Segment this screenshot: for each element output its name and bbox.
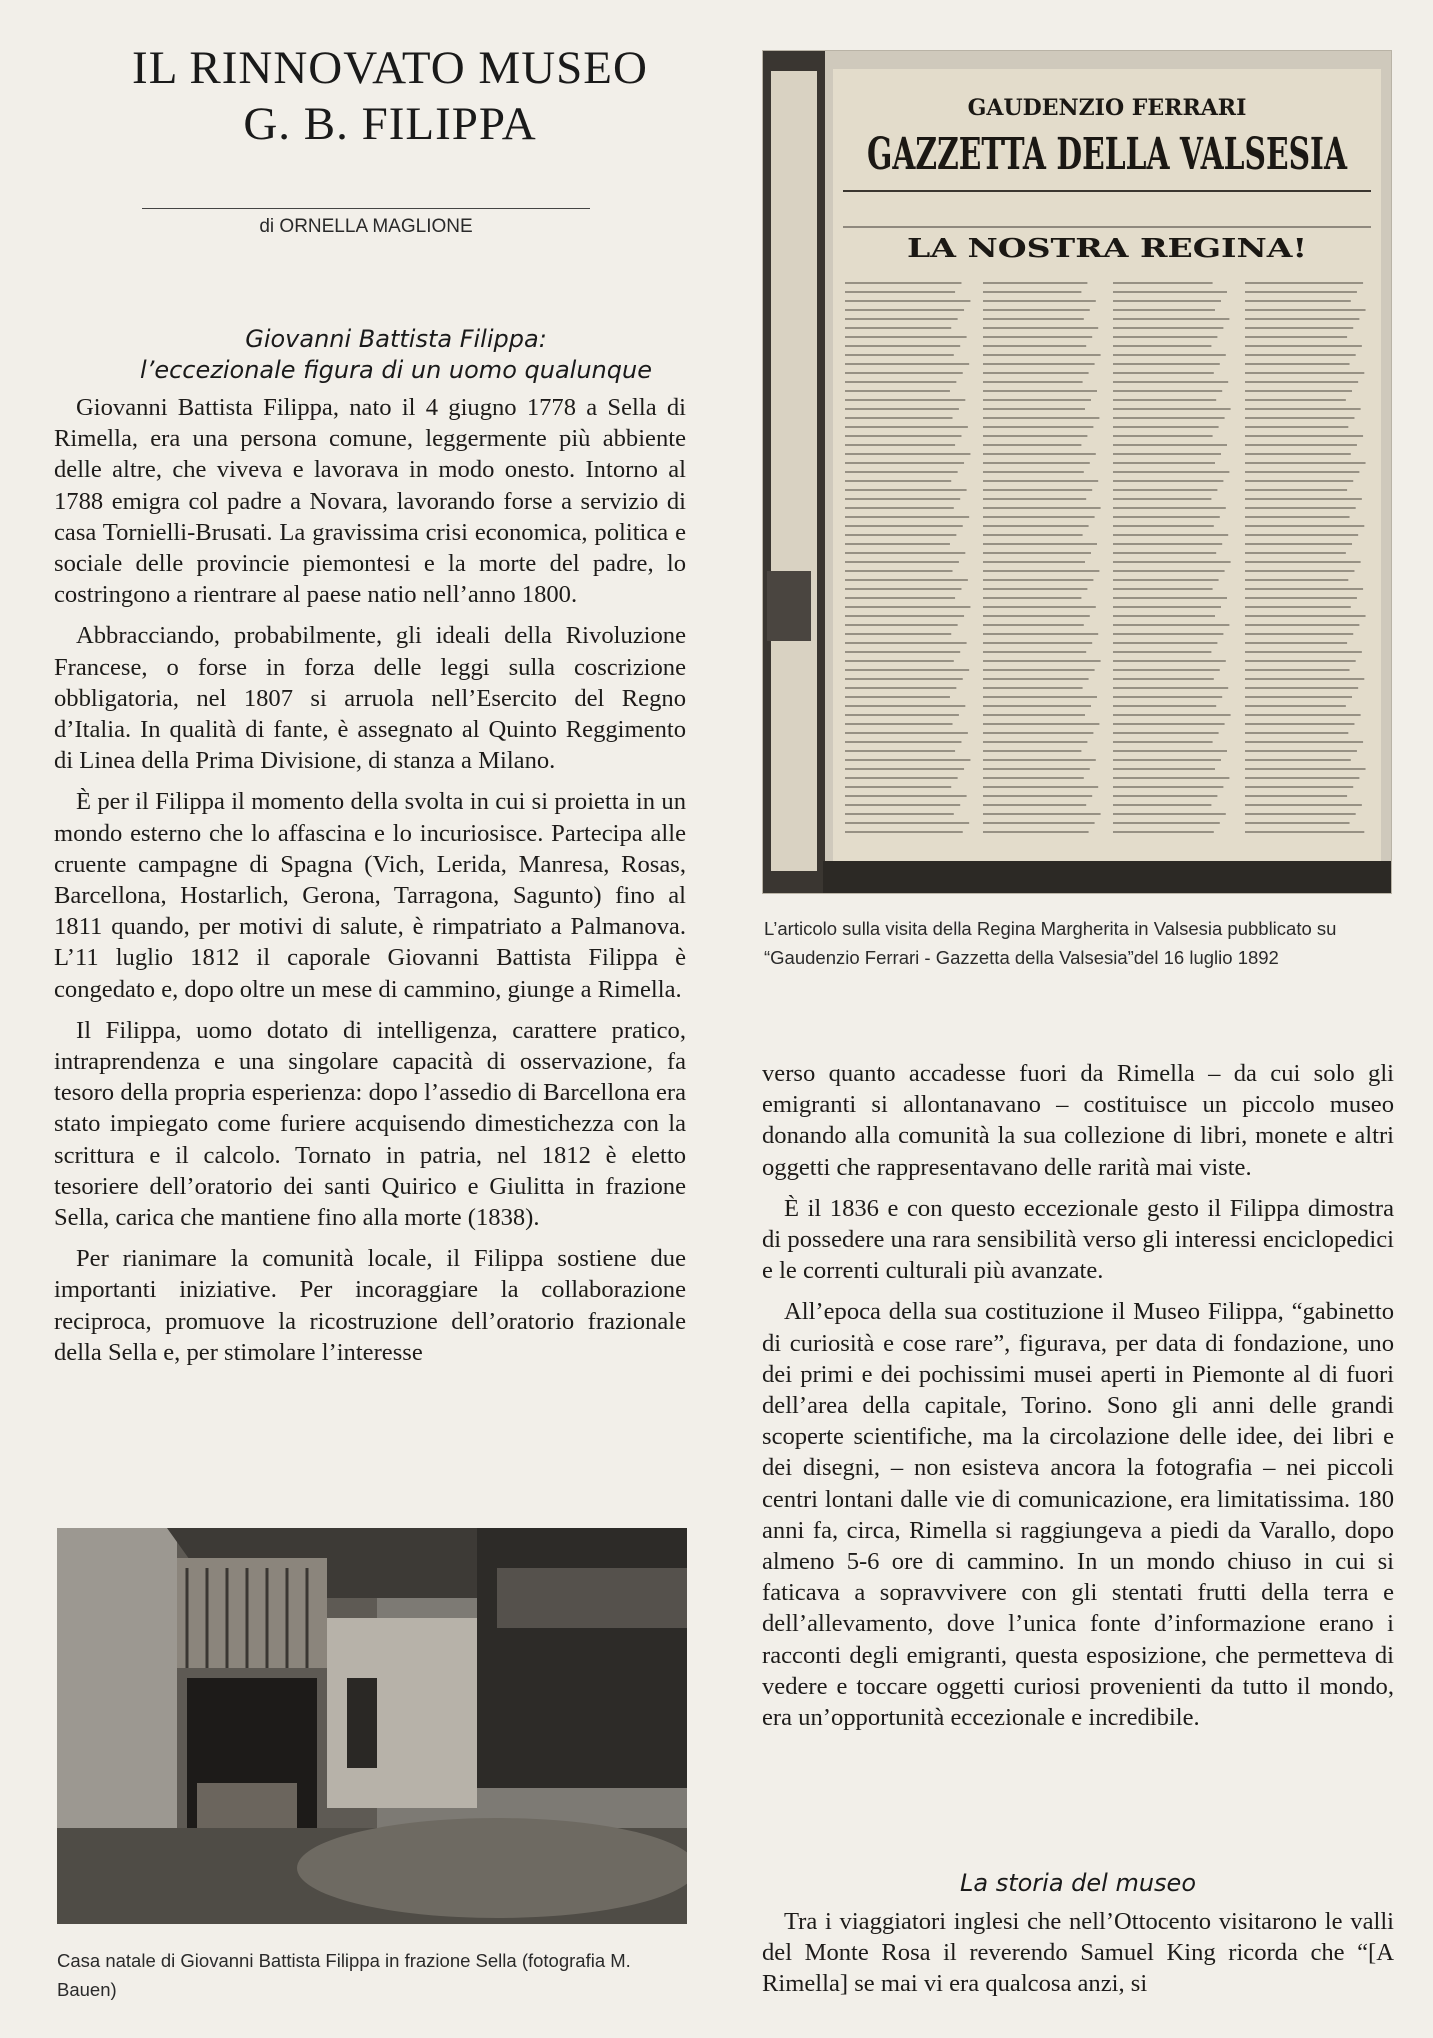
paragraph: Il Filippa, uomo dotato di intelligenza, carattere pratico, intraprendenza e una singolare capacità di osservazione, fa tesoro della propria esperienza: dopo l’assedio di Barcellona era stato impiegato come furiere acquisendo dimestichezza con la scrittura e il calcolo. Tornato in patria, nel 1812 è eletto tesoriere dell’oratorio dei santi Quirico e Giulitta in frazione Sella, carica che mantiene fino alla morte (1838). (54, 1016, 686, 1232)
paragraph: Abbracciando, probabilmente, gli ideali della Rivoluzione Francese, o forse in forza delle leggi sulla coscrizione obbligatoria, nel 1807 si arruola nell’Esercito del Regno d’Italia. In qualità di fante, è assegnato al Quinto Reggimento di Linea della Prima Divisione, di stanza a Milano. (54, 622, 686, 775)
title-line-1: IL RINNOVATO MUSEO (132, 42, 648, 94)
masthead-top: GAUDENZIO FERRARI (967, 95, 1247, 121)
paragraph: È il 1836 e con questo eccezionale gesto il Filippa dimostra di possedere una rara sensibilità verso gli interessi enciclopedici e le correnti culturali più avanzate. (762, 1194, 1394, 1285)
paragraph: Tra i viaggiatori inglesi che nell’Ottocento visitarono le valli del Monte Rosa il reverendo Samuel King ricorda che “[A Rimella] se mai vi era qualcosa anzi, si (762, 1908, 1394, 1998)
right-column (762, 1058, 1394, 1743)
newspaper-photo (762, 50, 1392, 894)
subtitle-line-1: Giovanni Battista Filippa: (245, 325, 547, 353)
subtitle-line-2: l’eccezionale figura di un uomo qualunque (140, 356, 652, 384)
newspaper-illustration (763, 51, 1391, 893)
newspaper-headline: LA NOSTRA REGINA! (907, 234, 1307, 264)
author-byline: di ORNELLA MAGLIONE (259, 216, 473, 237)
house-illustration (57, 1528, 687, 1924)
title-rule (142, 208, 590, 209)
paragraph: Per rianimare la comunità locale, il Filippa sostiene due importanti iniziative. Per incoraggiare la collaborazione reciproca, promuove la ricostruzione dell’oratorio frazionale della Sella e, per stimolare l’interesse (54, 1245, 686, 1366)
paragraph: verso quanto accadesse fuori da Rimella – da cui solo gli emigranti si allontanavano – costituisce un piccolo museo donando alla comunità la sua collezione di libri, monete e altri oggetti che rappresentavano delle rarità mai viste. (762, 1060, 1394, 1181)
paragraph: Giovanni Battista Filippa, nato il 4 giugno 1778 a Sella di Rimella, era una persona comune, leggermente più abbiente delle altre, che viveva e lavorava in modo onesto. Intorno al 1788 emigra col padre a Novara, lavorando forse a servizio di casa Tornielli-Brusati. La gravissima crisi economica, politica e sociale delle provincie piemontesi e la morte del padre, lo costringono a rientrare al paese natio nell’anno 1800. (54, 394, 686, 609)
masthead: GAZZETTA DELLA VALSESIA (867, 129, 1348, 180)
article-subtitle (54, 324, 738, 386)
paragraph: All’epoca della sua costituzione il Museo Filippa, “gabinetto di curiosità e cose rare”, figurava, per data di fondazione, uno dei primi e dei pochissimi musei aperti in Piemonte al di fuori dell’area della capitale, Torino. Sono gli anni delle grandi scoperte scientifiche, ma la circolazione delle idee, dei libri e dei disegni, – non esisteva ancora la fotografia – nei piccoli centri lontani dalle vie di comunicazione, era limitatissima. 180 anni fa, circa, Rimella si raggiungeva a piedi da Varallo, dopo almeno 5-6 ore di cammino. In un mondo chiuso in cui si faticava a sopravvivere con gli stentati frutti della terra e dell’allevamento, dove l’unica fonte d’informazione erano i racconti degli emigranti, questa esposizione, che permetteva di vedere e toccare oggetti curiosi provenienti da tutto il mondo, era un’opportunità eccezionale e incredibile. (762, 1298, 1394, 1732)
article-title (40, 40, 740, 152)
paragraph: È per il Filippa il momento della svolta in cui si proietta in un mondo esterno che lo affascina e lo incuriosisce. Partecipa alle cruente campagne di Spagna (Vich, Lerida, Manresa, Rosas, Barcellona, Hostarlich, Gerona, Tarragona, Sagunto) fino al 1811 quando, per motivi di salute, è rimpatriato a Palmanova. L’11 luglio 1812 il caporale Giovanni Battista Filippa è congedato e, dopo oltre un mese di cammino, giunge a Rimella. (54, 788, 686, 1003)
house-photo (57, 1528, 687, 1924)
right-column-continued (762, 1906, 1394, 2010)
house-caption: Casa natale di Giovanni Battista Filippa in frazione Sella (fotografia M. Bauen) (57, 1950, 631, 2000)
newspaper-caption: L’articolo sulla visita della Regina Margherita in Valsesia pubblicato su “Gaudenzio Ferrari - Gazzetta della Valsesia”del 16 luglio 1892 (764, 918, 1337, 968)
title-line-2: G. B. FILIPPA (243, 98, 537, 150)
left-column (54, 392, 686, 1378)
section-heading: La storia del museo (959, 1869, 1196, 1897)
